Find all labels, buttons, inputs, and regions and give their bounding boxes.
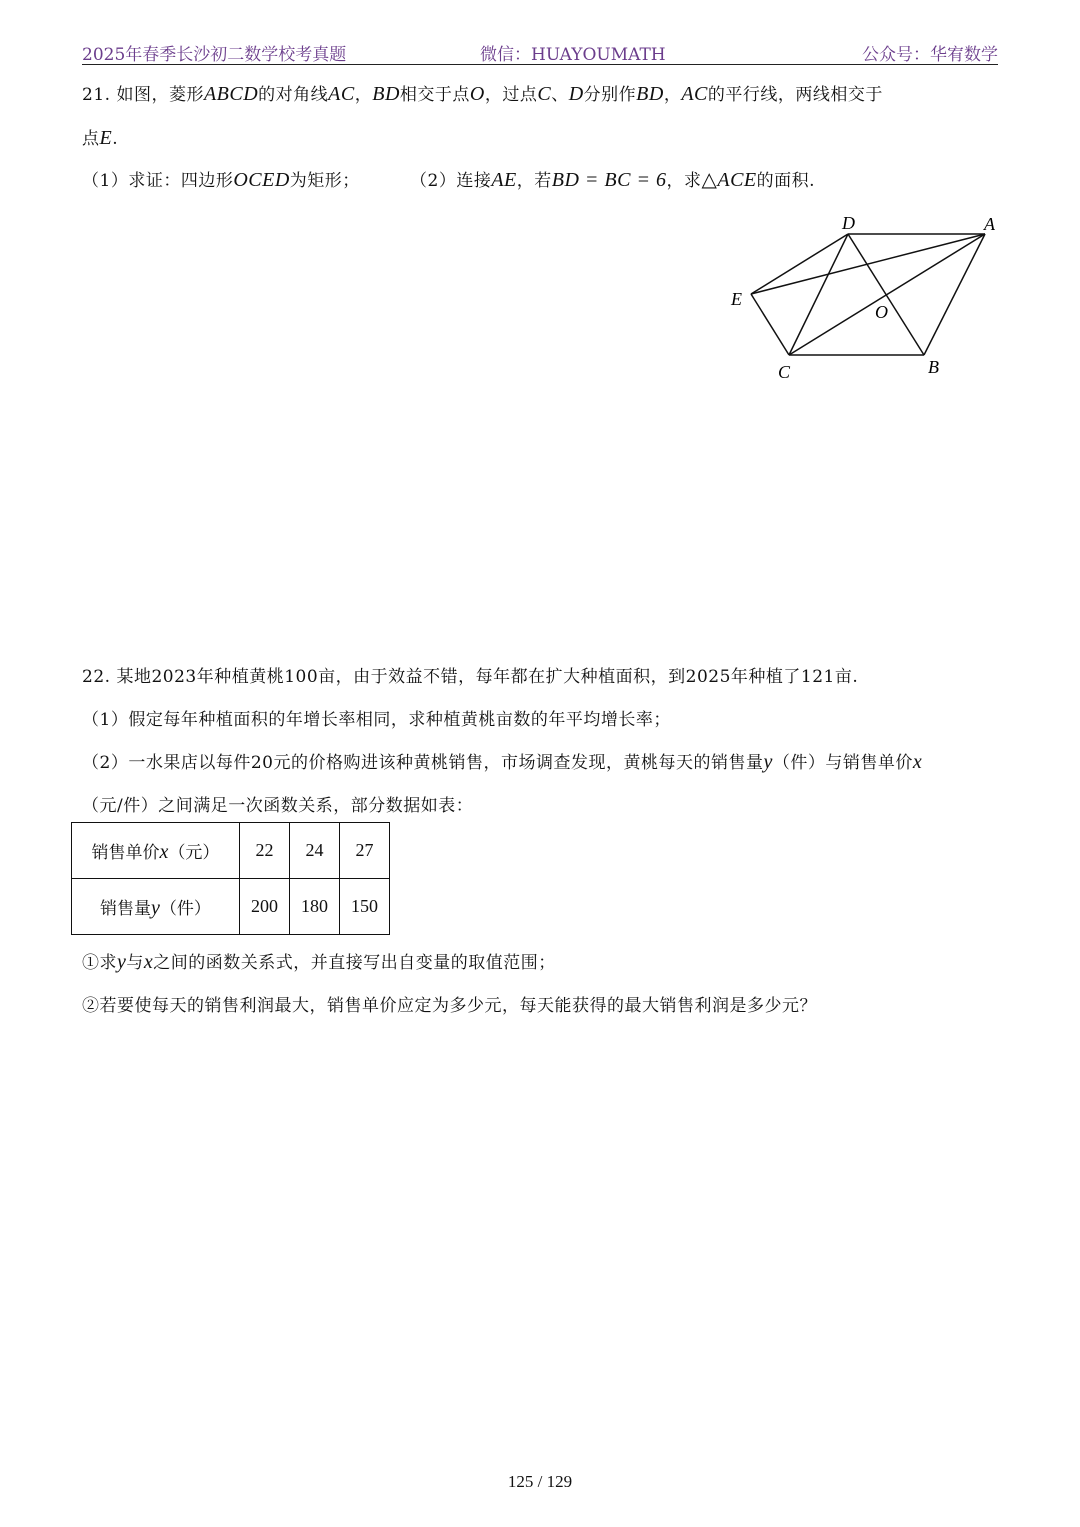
q21-math: D: [568, 83, 584, 105]
q21-math: AE: [491, 169, 517, 191]
data-table: [71, 822, 390, 935]
page-header: [82, 38, 998, 65]
table-row: [72, 823, 390, 879]
q21-math: AC: [328, 83, 355, 105]
label-o: O: [875, 302, 888, 322]
q22-text: 之间的函数关系式，并直接写出自变量的取值范围；: [153, 953, 556, 973]
q21-text: 的对角线: [258, 85, 329, 105]
q21-line2: [82, 124, 118, 150]
rhombus-figure: [720, 205, 1010, 390]
q22-math: y: [763, 751, 773, 773]
q21-line1: [82, 80, 883, 106]
q21-math: ABCD: [203, 83, 259, 105]
q21-math: AC: [681, 83, 708, 105]
table-cell: 150: [340, 879, 390, 935]
q21-text: .: [112, 129, 119, 149]
label-a: A: [984, 214, 995, 234]
q21-math: O: [469, 83, 485, 105]
q21-text: （2）连接: [410, 171, 492, 191]
q21-math: C: [537, 83, 552, 105]
table-cell: 27: [340, 823, 390, 879]
table-row-label: 销售单价x（元）: [72, 823, 240, 879]
q21-text: （1）求证：四边形: [82, 171, 234, 191]
table-cell: 22: [240, 823, 290, 879]
q22-text: （2）一水果店以每件20元的价格购进该种黄桃销售，市场调查发现，黄桃每天的销售量: [82, 753, 764, 773]
q21-math: BD: [372, 83, 400, 105]
header-account: 公众号：华宥数学: [862, 45, 998, 65]
q21-math: E: [99, 127, 113, 149]
label-e: E: [731, 289, 742, 309]
q22-line3: [82, 748, 922, 774]
q21-text: ，过点: [484, 85, 538, 105]
q21-part2: [410, 166, 815, 192]
label-d: D: [842, 213, 855, 233]
q22-math: x: [143, 951, 154, 973]
q21-text: ，: [663, 85, 682, 105]
q21-text: 为矩形；: [289, 171, 360, 191]
q21-text: ，: [354, 85, 373, 105]
label-c: C: [778, 362, 791, 382]
q22-sub1: [82, 948, 556, 974]
q21-text: 、: [551, 85, 569, 105]
table-cell: 200: [240, 879, 290, 935]
q21-part1: [82, 166, 360, 192]
segment-ea: [751, 234, 985, 294]
q21-text: ，若: [516, 171, 552, 191]
q22-math: x: [912, 751, 923, 773]
q22-sub2: ②若要使每天的销售利润最大，销售单价应定为多少元，每天能获得的最大销售利润是多少元？: [82, 996, 817, 1016]
q21-math: BD: [636, 83, 664, 105]
q22-text: 与: [126, 953, 144, 973]
q22-text: ①求: [82, 953, 117, 973]
q22-line1: 22. 某地2023年种植黄桃100亩，由于效益不错，每年都在扩大种植面积，到2025年种植了121亩.: [82, 667, 859, 687]
q21-text: 21. 如图，菱形: [82, 85, 204, 105]
q22-math: y: [117, 951, 127, 973]
table-cell: 180: [290, 879, 340, 935]
table-row-label: 销售量y（件）: [72, 879, 240, 935]
table-row: [72, 879, 390, 935]
q21-text: 点: [82, 129, 100, 149]
header-wechat: 微信：HUAYOUMATH: [480, 45, 666, 65]
q22-text: （件）与销售单价: [772, 753, 913, 773]
q21-text: 相交于点: [399, 85, 470, 105]
q21-math: △ACE: [701, 169, 757, 191]
q22-line2: （1）假定每年种植面积的年增长率相同，求种植黄桃亩数的年平均增长率；: [82, 710, 671, 730]
q21-text: ，求: [666, 171, 702, 191]
label-b: B: [928, 357, 939, 377]
q21-math: OCED: [233, 169, 290, 191]
table-cell: 24: [290, 823, 340, 879]
header-title: 2025年春季长沙初二数学校考真题: [82, 45, 347, 65]
q21-text: 分别作: [583, 85, 637, 105]
segment-ec: [751, 294, 789, 355]
page-number: 125 / 129: [507, 1472, 573, 1491]
q21-math: BD = BC = 6: [551, 169, 667, 191]
q21-text: 的平行线，两线相交于: [707, 85, 883, 105]
q21-text: 的面积.: [756, 171, 816, 191]
q22-line4: （元/件）之间满足一次函数关系，部分数据如表：: [82, 796, 474, 816]
